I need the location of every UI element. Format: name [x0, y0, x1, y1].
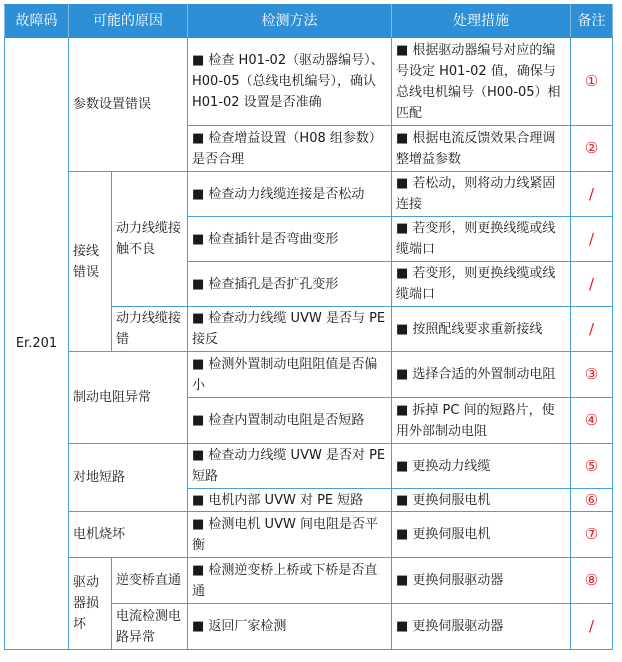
action-measure: ■ 更换伺服驱动器	[392, 604, 571, 650]
remark-mark: /	[571, 307, 613, 352]
cause-ground-short: 对地短路	[69, 444, 188, 512]
table-row	[5, 444, 613, 489]
check-method: ■ 检查动力线缆 UVW 是否与 PE 接反	[188, 307, 392, 352]
action-measure: ■ 根据驱动器编号对应的编号设定 H01-02 值，确保与总线电机编号（H00-05）相匹配	[392, 38, 571, 126]
cause-motor-burn: 电机烧坏	[69, 512, 188, 558]
check-method: ■ 电机内部 UVW 对 PE 短路	[188, 489, 392, 512]
check-method: ■ 检查动力线缆连接是否松动	[188, 172, 392, 217]
cause-current-circuit: 电流检测电路异常	[112, 604, 188, 650]
check-method: ■ 检查 H01-02（驱动器编号）、H00-05（总线电机编号），确认 H01-02 设置是否准确	[188, 38, 392, 126]
check-method: ■ 检查动力线缆 UVW 是否对 PE 短路	[188, 444, 392, 489]
remark-mark: ②	[571, 126, 613, 172]
cause-inverter-bridge: 逆变桥直通	[112, 558, 188, 604]
check-method: ■ 检查增益设置（H08 组参数）是否合理	[188, 126, 392, 172]
action-measure: ■ 根据电流反馈效果合理调整增益参数	[392, 126, 571, 172]
remark-mark: /	[571, 604, 613, 650]
remark-mark: ⑧	[571, 558, 613, 604]
action-measure: ■ 更换伺服电机	[392, 489, 571, 512]
table-row	[5, 512, 613, 558]
cause-wrong-wiring: 动力线缆接错	[112, 307, 188, 352]
check-method: ■ 检查内置制动电阻是否短路	[188, 398, 392, 444]
remark-mark: /	[571, 172, 613, 217]
check-method: ■ 检查插针是否弯曲变形	[188, 217, 392, 262]
action-measure: ■ 更换伺服电机	[392, 512, 571, 558]
action-measure: ■ 拆掉 PC 间的短路片，使用外部制动电阻	[392, 398, 571, 444]
cause-wiring: 接线错误	[69, 172, 112, 352]
check-method: ■ 检测外置制动电阻阻值是否偏小	[188, 352, 392, 398]
fault-table	[4, 4, 613, 650]
cause-param: 参数设置错误	[69, 38, 188, 172]
table-row	[5, 172, 613, 217]
cause-poor-contact: 动力线缆接触不良	[112, 172, 188, 307]
check-method: ■ 检查插孔是否扩孔变形	[188, 262, 392, 307]
check-method: ■ 检测电机 UVW 间电阻是否平衡	[188, 512, 392, 558]
remark-mark: ③	[571, 352, 613, 398]
check-method: ■ 检测逆变桥上桥或下桥是否直通	[188, 558, 392, 604]
remark-mark: ①	[571, 38, 613, 126]
table-row	[5, 352, 613, 398]
table-row	[5, 38, 613, 126]
header-code: 故障码	[5, 5, 69, 38]
header-action: 处理措施	[392, 5, 571, 38]
table-row	[5, 558, 613, 604]
cause-brake-resistor: 制动电阻异常	[69, 352, 188, 444]
header-remark: 备注	[571, 5, 613, 38]
check-method: ■ 返回厂家检测	[188, 604, 392, 650]
fault-code: Er.201	[5, 38, 69, 650]
remark-mark: ⑦	[571, 512, 613, 558]
header-row	[5, 5, 613, 38]
action-measure: ■ 更换动力线缆	[392, 444, 571, 489]
remark-mark: ⑤	[571, 444, 613, 489]
action-measure: ■ 更换伺服驱动器	[392, 558, 571, 604]
action-measure: ■ 若松动，则将动力线紧固连接	[392, 172, 571, 217]
remark-mark: ⑥	[571, 489, 613, 512]
remark-mark: ④	[571, 398, 613, 444]
remark-mark: /	[571, 217, 613, 262]
header-cause: 可能的原因	[69, 5, 188, 38]
action-measure: ■ 按照配线要求重新接线	[392, 307, 571, 352]
action-measure: ■ 若变形，则更换线缆或线缆端口	[392, 262, 571, 307]
header-check: 检测方法	[188, 5, 392, 38]
action-measure: ■ 选择合适的外置制动电阻	[392, 352, 571, 398]
cause-drive-damage: 驱动器损坏	[69, 558, 112, 650]
remark-mark: /	[571, 262, 613, 307]
action-measure: ■ 若变形，则更换线缆或线缆端口	[392, 217, 571, 262]
